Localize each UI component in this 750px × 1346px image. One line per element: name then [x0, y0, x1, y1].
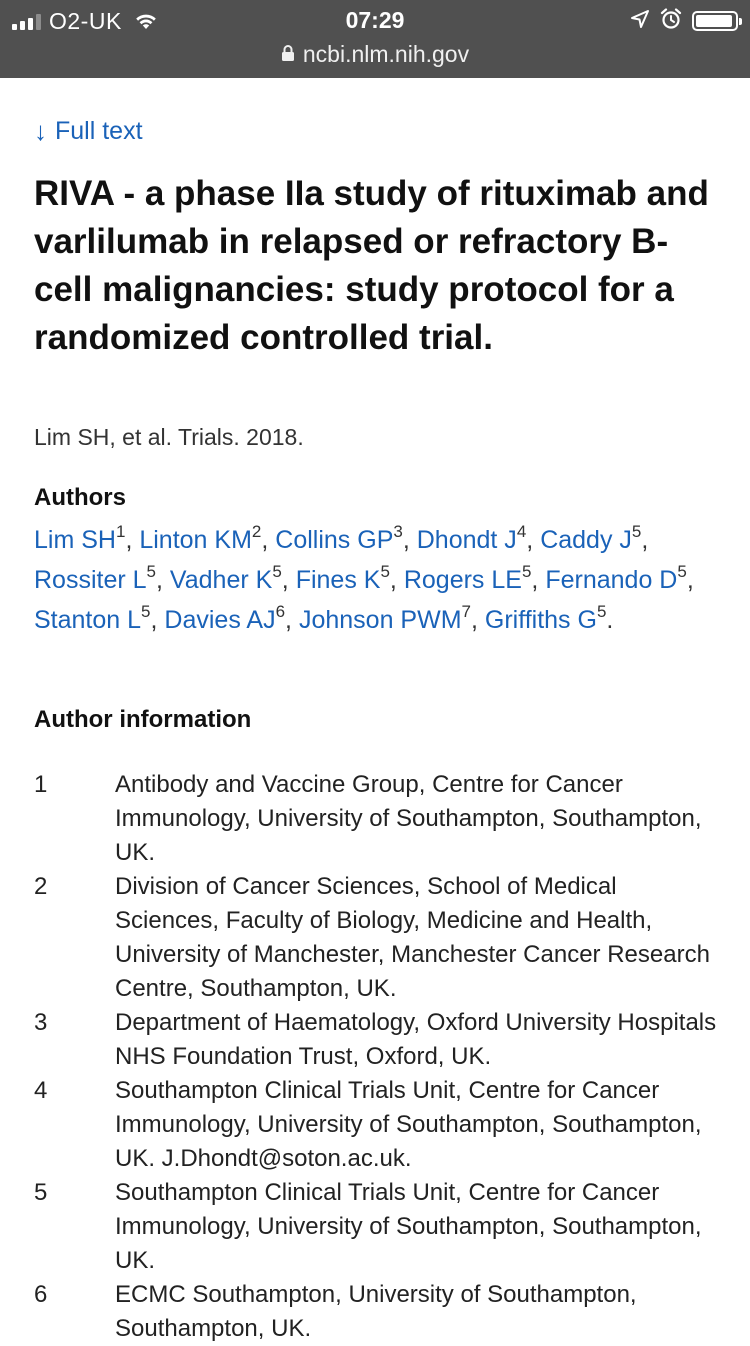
- alarm-clock-icon: [660, 8, 682, 35]
- author-link[interactable]: Fernando D: [545, 566, 678, 594]
- down-arrow-icon: ↓: [34, 116, 47, 146]
- affiliation-list: [34, 768, 724, 1346]
- author-link[interactable]: Rossiter L: [34, 566, 147, 594]
- affiliation-item: [34, 1176, 724, 1278]
- author-link[interactable]: Griffiths G: [484, 606, 597, 634]
- affiliation-number: 3: [34, 1009, 48, 1036]
- author-affiliation-number: 5: [596, 601, 607, 621]
- affiliation-text: Division of Cancer Sciences, School of Medical Sciences, Faculty of Biology, Medicine and Health, University of Manchester, Manchester Cancer Research Centre, Southampton, UK.: [115, 873, 710, 1002]
- carrier-name: O2-UK: [49, 7, 122, 34]
- affiliation-number: 6: [34, 1281, 48, 1308]
- status-right: [630, 8, 738, 34]
- url-bar[interactable]: [0, 40, 750, 68]
- author-link[interactable]: Fines K: [295, 566, 381, 594]
- author-affiliation-number: 5: [380, 561, 390, 581]
- full-text-link[interactable]: [34, 116, 143, 147]
- author-affiliation-number: 7: [461, 601, 471, 621]
- status-time: 07:29: [345, 7, 405, 33]
- lock-icon: [281, 41, 295, 68]
- browser-top-bar: [0, 0, 750, 78]
- affiliation-item: [34, 1074, 724, 1176]
- author-affiliation-number: 5: [677, 561, 687, 581]
- author-affiliation-number: 5: [521, 561, 532, 581]
- affiliation-text: Antibody and Vaccine Group, Centre for Cancer Immunology, University of Southampton, Southampton, UK.: [115, 771, 702, 866]
- author-affiliation-number: 3: [393, 521, 403, 541]
- author-link[interactable]: Dhondt J: [416, 526, 517, 554]
- author-affiliation-number: 6: [275, 601, 286, 621]
- author-link[interactable]: Lim SH: [34, 526, 116, 554]
- citation: Lim SH, et al. Trials. 2018.: [34, 424, 304, 450]
- affiliation-item: [34, 1006, 724, 1074]
- author-affiliation-number: 1: [115, 521, 126, 541]
- url-domain: ncbi.nlm.nih.gov: [302, 40, 470, 67]
- affiliation-item: [34, 1278, 724, 1346]
- affiliation-number: 5: [34, 1179, 48, 1206]
- affiliation-text: Department of Haematology, Oxford University Hospitals NHS Foundation Trust, Oxford, UK.: [115, 1009, 717, 1070]
- full-text-label: Full text: [55, 117, 143, 145]
- author-affiliation-number: 2: [251, 521, 262, 541]
- battery-level: [696, 15, 732, 27]
- affiliation-item: [34, 768, 724, 870]
- author-link[interactable]: Rogers LE: [403, 566, 522, 594]
- author-affiliation-number: 5: [141, 601, 151, 621]
- affiliation-item: [34, 870, 724, 1006]
- author-link[interactable]: Vadher K: [169, 566, 273, 594]
- author-link[interactable]: Caddy J: [540, 526, 632, 554]
- author-affiliation-number: 5: [272, 561, 282, 581]
- author-affiliation-number: 5: [146, 561, 157, 581]
- author-affiliation-number: 5: [631, 521, 642, 541]
- battery-icon: [692, 11, 738, 31]
- affiliation-number: 1: [34, 771, 48, 798]
- affiliation-number: 4: [34, 1077, 48, 1104]
- affiliation-text: ECMC Southampton, University of Southampton, Southampton, UK.: [115, 1281, 637, 1342]
- affiliation-text: Southampton Clinical Trials Unit, Centre for Cancer Immunology, University of Southampton, Southampton, UK.: [115, 1179, 702, 1274]
- article-title: RIVA - a phase IIa study of rituximab and varlilumab in relapsed or refractory B-cell malignancies: study protocol for a randomized controlled trial.: [34, 174, 709, 357]
- author-link[interactable]: Stanton L: [34, 606, 142, 634]
- affiliation-text: Southampton Clinical Trials Unit, Centre for Cancer Immunology, University of Southampton, Southampton, UK. J.Dhondt@soton.ac.uk.: [115, 1077, 702, 1172]
- author-link[interactable]: Davies AJ: [164, 606, 276, 634]
- author-affiliation-number: 4: [516, 521, 527, 541]
- authors-heading: Authors: [34, 484, 126, 511]
- affiliation-number: 2: [34, 873, 48, 900]
- author-link[interactable]: Collins GP: [275, 526, 394, 554]
- location-arrow-icon: [630, 9, 650, 34]
- author-link[interactable]: Linton KM: [139, 526, 252, 554]
- author-link[interactable]: Johnson PWM: [298, 606, 462, 634]
- authors-list: Lim $SH^1$, Linton $KM^2$, Collins $GP^3$, Dhondt $J^4$, Caddy $J^5$, Rossiter $L^5$, Vadher $K^5$, Fines $K^5$, Rogers $LE^5$, Fernando $D^5$, Stanton $L^5$, Davies $AJ^6$, Johnson PWM$^7$, Griffiths $G^5$.: [34, 521, 694, 634]
- author-information-heading: Author information: [34, 706, 252, 733]
